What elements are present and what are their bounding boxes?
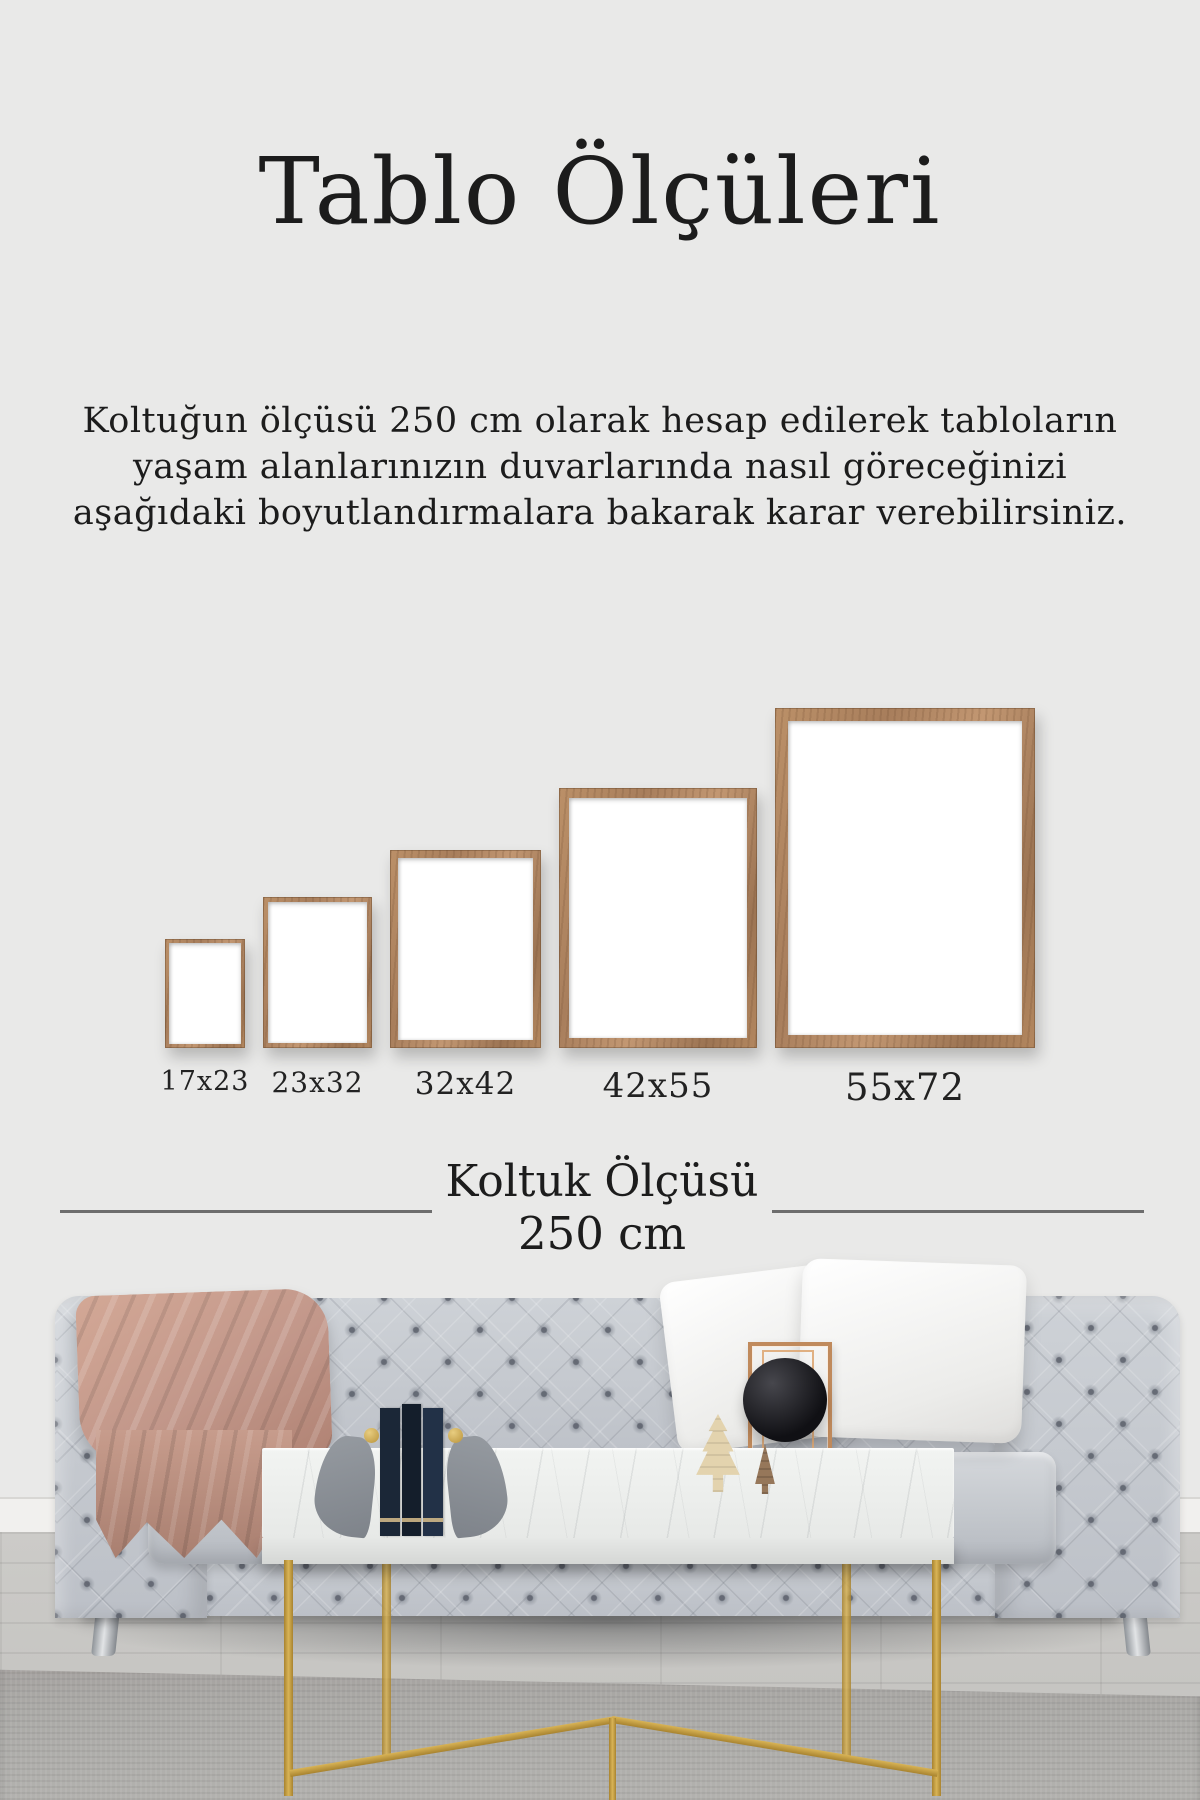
book [423, 1408, 443, 1536]
sofa-measure-label [432, 1156, 772, 1260]
size-frame-42x55 [559, 788, 757, 1106]
table-leg-front-right [932, 1560, 941, 1796]
bookend-gold-knob [364, 1428, 379, 1443]
frame-white-canvas [169, 943, 241, 1044]
size-frame-55x72 [775, 708, 1035, 1109]
measure-line-left [60, 1210, 432, 1213]
size-frame-23x32 [263, 897, 372, 1099]
frame-size-label: 17x23 [160, 1066, 250, 1097]
table-leg-back-left [382, 1556, 391, 1756]
intro-line-2: yaşam alanlarınızın duvarlarında nasıl göreceğinizi [132, 447, 1068, 487]
book [402, 1404, 421, 1536]
book [380, 1408, 400, 1536]
intro-line-1: Koltuğun ölçüsü 250 cm olarak hesap edilerek tabloların [82, 401, 1118, 441]
coffee-table-edge [262, 1538, 954, 1564]
table-leg-back-right [842, 1556, 851, 1756]
page-title: Tablo Ölçüleri [258, 138, 942, 245]
intro-line-3: aşağıdaki boyutlandırmalara bakarak karar verebilirsiniz. [72, 493, 1128, 533]
frame-size-label: 23x32 [271, 1066, 364, 1099]
black-sphere-ornament [743, 1358, 827, 1442]
frame-white-canvas [569, 798, 747, 1038]
frame-white-canvas [788, 721, 1022, 1035]
sofa-measure-title: Koltuk Ölçüsü [445, 1156, 759, 1207]
intro-paragraph [50, 398, 1150, 536]
frame-size-label: 32x42 [414, 1066, 517, 1102]
measure-line-right [772, 1210, 1144, 1213]
sofa-measure-value: 250 cm [517, 1207, 687, 1260]
frame-white-canvas [398, 858, 533, 1040]
frames-row [160, 706, 1035, 1109]
table-crossbar-stem [609, 1718, 616, 1800]
size-frame-17x23 [160, 939, 250, 1097]
frame-white-canvas [268, 902, 367, 1043]
bookend-gold-knob [448, 1428, 463, 1443]
frame-size-label: 42x55 [602, 1066, 714, 1106]
size-frame-32x42 [390, 850, 541, 1102]
table-leg-front-left [284, 1560, 293, 1796]
frame-size-label: 55x72 [844, 1066, 966, 1109]
